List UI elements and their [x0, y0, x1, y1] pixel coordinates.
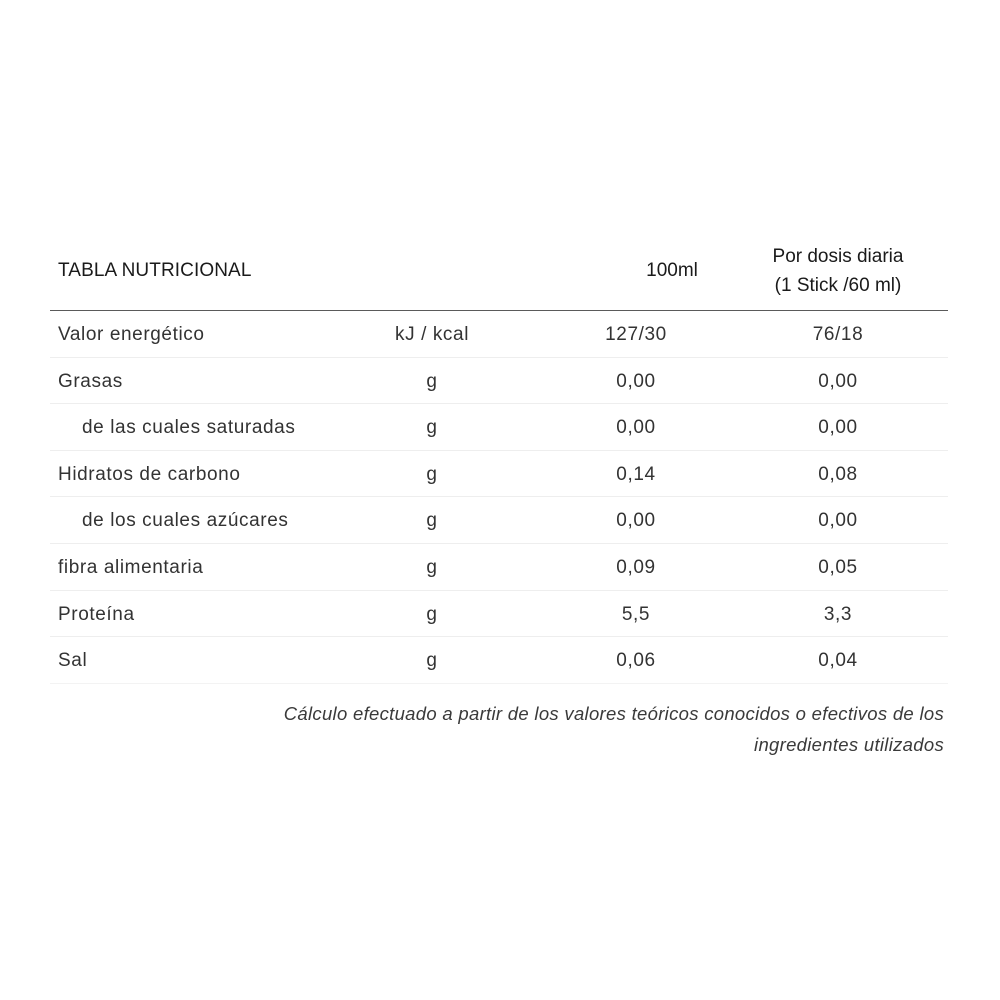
column-header-daily-dose-line1: Por dosis diaria [772, 246, 904, 267]
row-label: Valor energético [58, 324, 205, 345]
column-header-100ml: 100ml [646, 260, 698, 281]
row-unit: g [426, 603, 438, 625]
row-value-100ml: 0,09 [616, 556, 656, 578]
row-value-100ml: 5,5 [621, 603, 651, 625]
row-value-100ml: 0,06 [616, 650, 656, 672]
row-value-dose: 0,00 [818, 370, 858, 392]
row-value-100ml: 0,14 [616, 463, 656, 485]
footnote-line2: ingredientes utilizados [754, 734, 944, 755]
table-row [50, 358, 948, 405]
nutrition-table [50, 236, 948, 684]
table-row [50, 451, 948, 498]
row-unit: g [426, 556, 438, 578]
row-label: de los cuales azúcares [82, 510, 289, 532]
footnote-line1: Cálculo efectuado a partir de los valores teóricos conocidos o efectivos de los [283, 703, 944, 724]
table-row [50, 544, 948, 591]
row-value-100ml: 0,00 [616, 510, 656, 532]
row-value-100ml: 127/30 [605, 324, 667, 345]
table-row [50, 404, 948, 451]
row-label: Sal [58, 650, 88, 672]
table-row [50, 637, 948, 684]
row-value-dose: 0,00 [818, 510, 858, 532]
column-header-daily-dose [730, 242, 946, 300]
row-unit: g [426, 510, 438, 532]
table-header [50, 236, 948, 311]
row-label: Grasas [58, 370, 123, 392]
row-unit: g [426, 650, 438, 672]
row-value-dose: 0,04 [818, 650, 858, 672]
row-unit: g [426, 463, 438, 485]
row-label: Hidratos de carbono [58, 463, 241, 485]
row-value-dose: 0,05 [818, 556, 858, 578]
table-row [50, 591, 948, 638]
column-header-daily-dose-line2: (1 Stick /60 ml) [774, 275, 902, 296]
row-unit: g [426, 370, 438, 392]
row-value-dose: 3,3 [823, 603, 853, 625]
table-title: TABLA NUTRICIONAL [58, 260, 252, 281]
footnote [144, 698, 944, 760]
row-value-100ml: 0,00 [616, 417, 656, 439]
row-value-100ml: 0,00 [616, 370, 656, 392]
row-value-dose: 0,00 [818, 417, 858, 439]
table-row [50, 311, 948, 358]
table-row [50, 497, 948, 544]
table-body [50, 311, 948, 684]
row-value-dose: 0,08 [818, 463, 858, 485]
row-unit: kJ / kcal [394, 324, 470, 345]
row-label: fibra alimentaria [58, 556, 204, 578]
row-label: Proteína [58, 603, 135, 625]
row-label: de las cuales saturadas [82, 417, 296, 439]
row-unit: g [426, 417, 438, 439]
row-value-dose: 76/18 [812, 324, 864, 345]
